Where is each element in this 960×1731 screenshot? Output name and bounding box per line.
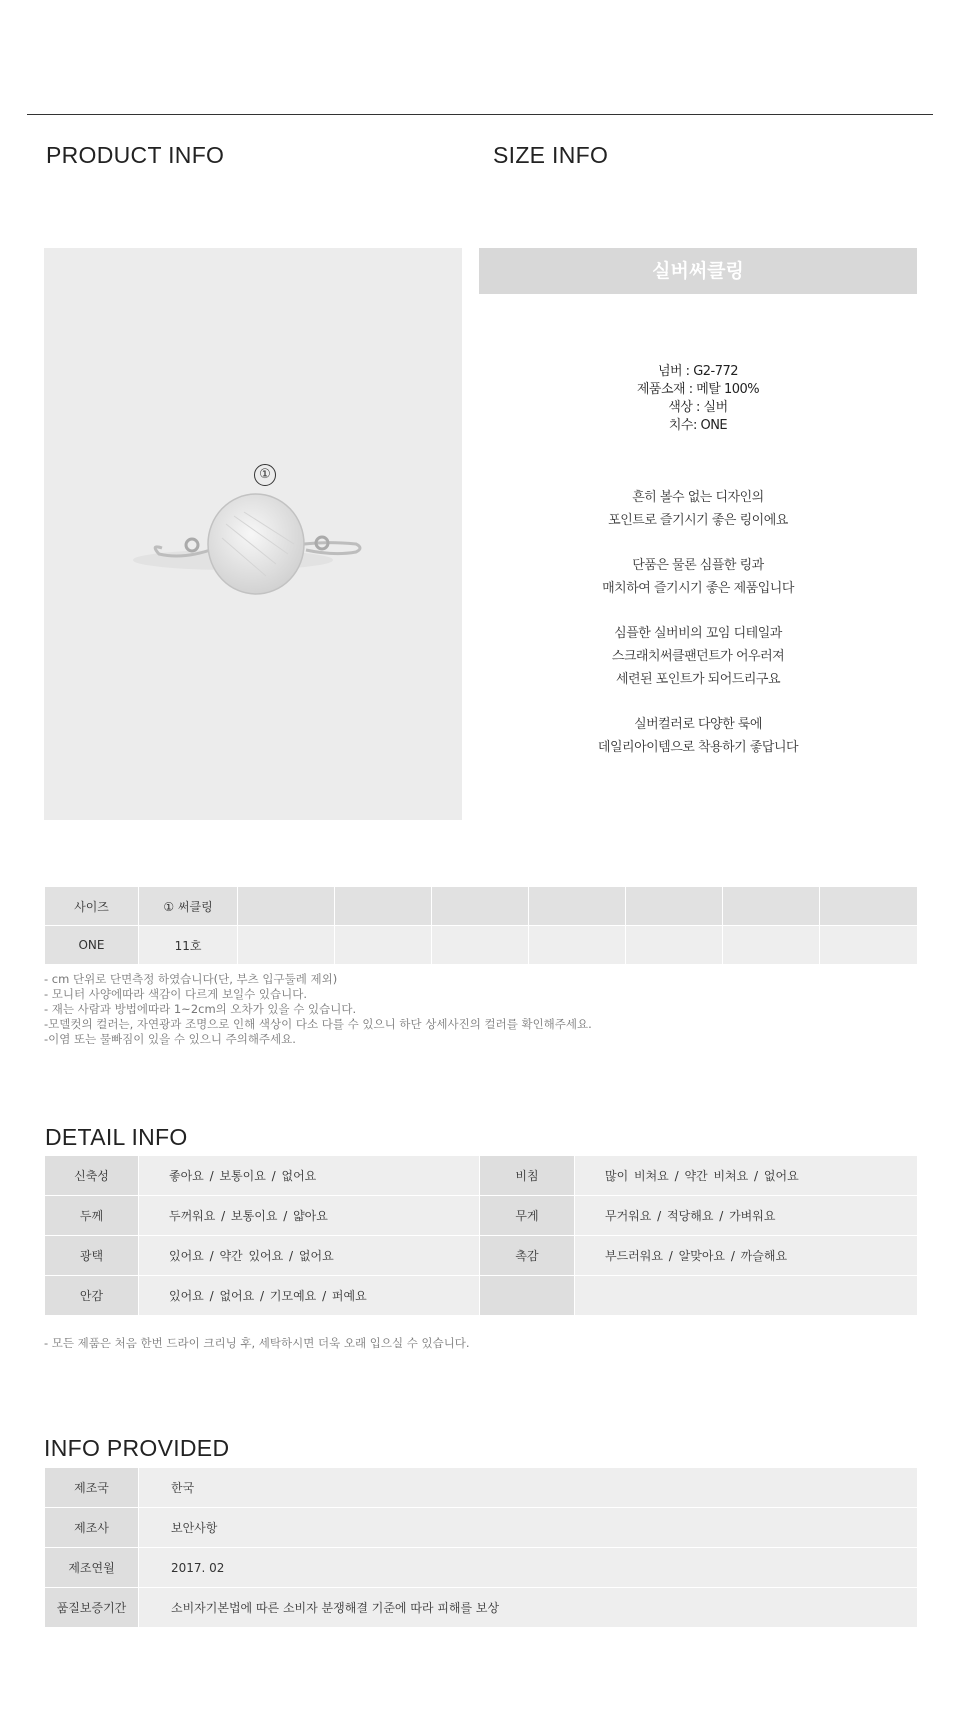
info-value: 소비자기본법에 따른 소비자 분쟁해결 기준에 따라 피해를 보상 — [139, 1588, 918, 1628]
note-line: -이염 또는 물빠짐이 있을 수 있으니 주의해주세요. — [44, 1032, 296, 1046]
desc-line: 포인트로 즐기시기 좋은 링이에요 — [608, 513, 788, 528]
note-line: - 재는 사람과 방법에따라 1~2cm의 오차가 있을 수 있습니다. — [44, 1002, 357, 1016]
info-label: 제조사 — [45, 1508, 139, 1548]
desc-line: 스크래치써클팬던트가 어우러져 — [611, 649, 785, 664]
size-row-empty — [238, 926, 335, 965]
size-header-empty — [432, 887, 529, 926]
size-header-label: 사이즈 — [45, 887, 139, 926]
item-marker: ① — [254, 464, 276, 486]
size-notes — [44, 972, 592, 1047]
detail-value: 있어요 / 없어요 / 기모예요 / 퍼예요 — [139, 1276, 480, 1316]
ring-illustration — [44, 248, 462, 820]
product-info-heading: PRODUCT INFO — [46, 142, 225, 168]
detail-value: 두꺼워요 / 보통이요 / 얇아요 — [139, 1196, 480, 1236]
detail-value: 있어요 / 약간 있어요 / 없어요 — [139, 1236, 480, 1276]
detail-value-empty — [575, 1276, 918, 1316]
detail-label: 광택 — [45, 1236, 139, 1276]
size-header-empty — [335, 887, 432, 926]
size-row-label: ONE — [45, 926, 139, 965]
detail-label: 비침 — [480, 1156, 575, 1196]
size-header-empty — [820, 887, 918, 926]
size-row-empty — [529, 926, 626, 965]
spec-size: 치수: ONE — [668, 418, 728, 433]
product-name-bar: 실버써클링 — [479, 248, 917, 294]
info-provided-table — [44, 1467, 918, 1628]
note-line: -모델컷의 컬러는, 자연광과 조명으로 인해 색상이 다소 다를 수 있으니 하단 상세사진의 컬러를 확인해주세요. — [44, 1017, 592, 1031]
care-note: - 모든 제품은 처음 한번 드라이 크리닝 후, 세탁하시면 더욱 오래 입으실 수 있습니다. — [44, 1336, 470, 1350]
detail-label: 안감 — [45, 1276, 139, 1316]
size-info-heading: SIZE INFO — [493, 142, 609, 168]
spec-number: 넘버 : G2-772 — [657, 364, 739, 379]
detail-value: 좋아요 / 보통이요 / 없어요 — [139, 1156, 480, 1196]
size-header-empty — [723, 887, 820, 926]
detail-value: 많이 비쳐요 / 약간 비쳐요 / 없어요 — [575, 1156, 918, 1196]
size-table — [44, 886, 918, 965]
product-photo — [44, 248, 462, 820]
size-header-item: ① 써클링 — [139, 887, 238, 926]
desc-line: 심플한 실버비의 꼬임 디테일과 — [614, 626, 782, 641]
desc-line: 실버컬러로 다양한 룩에 — [634, 717, 762, 732]
info-value: 한국 — [139, 1468, 918, 1508]
desc-line: 흔히 볼수 없는 디자인의 — [632, 490, 764, 505]
note-line: - cm 단위로 단면측정 하였습니다(단, 부츠 입구둘레 제외) — [44, 972, 338, 986]
note-line: - 모니터 사양에따라 색감이 다르게 보일수 있습니다. — [44, 987, 308, 1001]
desc-line: 단품은 물론 심플한 링과 — [632, 558, 764, 573]
info-provided-heading: INFO PROVIDED — [44, 1435, 230, 1461]
size-header-empty — [529, 887, 626, 926]
desc-line: 매치하여 즐기시기 좋은 제품입니다 — [602, 581, 794, 596]
size-row-empty — [820, 926, 918, 965]
size-row-empty — [335, 926, 432, 965]
detail-info-heading: DETAIL INFO — [45, 1124, 188, 1150]
info-label: 품질보증기간 — [45, 1588, 139, 1628]
info-label: 제조연월 — [45, 1548, 139, 1588]
size-header-empty — [238, 887, 335, 926]
info-value: 2017. 02 — [139, 1548, 918, 1588]
desc-line: 데일리아이템으로 착용하기 좋답니다 — [597, 740, 799, 755]
desc-line: 세련된 포인트가 되어드리구요 — [615, 672, 781, 687]
size-row-value: 11호 — [139, 926, 238, 965]
detail-label-empty — [480, 1276, 575, 1316]
size-row-empty — [723, 926, 820, 965]
top-divider — [27, 114, 933, 115]
size-row-empty — [432, 926, 529, 965]
info-label: 제조국 — [45, 1468, 139, 1508]
size-row-empty — [626, 926, 723, 965]
spec-color: 색상 : 실버 — [668, 400, 728, 415]
detail-label: 두께 — [45, 1196, 139, 1236]
size-header-empty — [626, 887, 723, 926]
detail-value: 부드러워요 / 알맞아요 / 까슬해요 — [575, 1236, 918, 1276]
detail-table — [44, 1155, 918, 1316]
detail-label: 촉감 — [480, 1236, 575, 1276]
detail-label: 무게 — [480, 1196, 575, 1236]
detail-label: 신축성 — [45, 1156, 139, 1196]
spec-material: 제품소재 : 메탈 100% — [636, 382, 760, 397]
detail-value: 무거워요 / 적당해요 / 가벼워요 — [575, 1196, 918, 1236]
info-value: 보안사항 — [139, 1508, 918, 1548]
